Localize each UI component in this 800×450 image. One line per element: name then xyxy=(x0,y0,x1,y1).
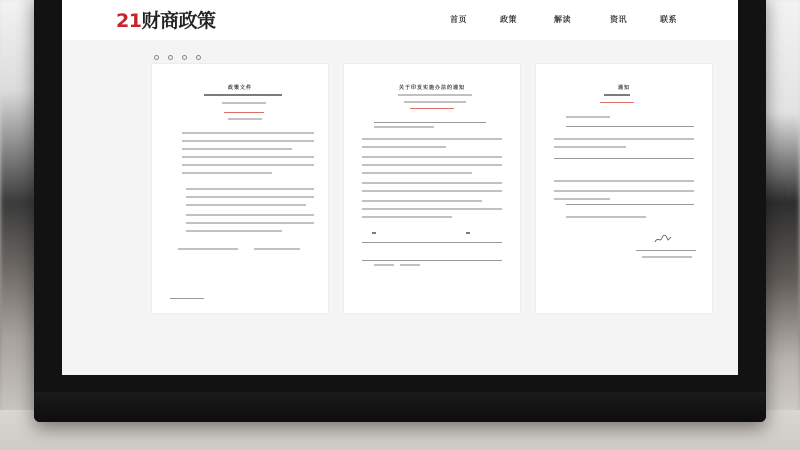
dot-icon[interactable] xyxy=(168,55,173,60)
nav-item-news[interactable]: 资讯 xyxy=(610,15,627,24)
document-title: 政策文件 xyxy=(227,85,252,91)
signature-icon xyxy=(654,234,672,244)
background-right xyxy=(760,0,800,450)
site-header xyxy=(62,0,738,40)
monitor-chin xyxy=(34,392,766,422)
logo-number: 21 xyxy=(116,10,142,32)
nav-item-policy[interactable]: 政策 xyxy=(500,15,517,24)
nav-item-home[interactable]: 首页 xyxy=(450,15,467,24)
document-title: 通知 xyxy=(617,85,630,91)
logo-text: 财商政策 xyxy=(141,10,216,32)
document-card[interactable] xyxy=(344,64,520,313)
document-card[interactable] xyxy=(152,64,328,313)
screen xyxy=(62,0,738,375)
monitor xyxy=(34,0,766,422)
dot-icon[interactable] xyxy=(182,55,187,60)
dot-icon[interactable] xyxy=(196,55,201,60)
document-title: 关于印发实施办法的通知 xyxy=(398,85,465,91)
dot-icon[interactable] xyxy=(154,55,159,60)
document-card[interactable] xyxy=(536,64,712,313)
main-nav xyxy=(62,14,738,28)
nav-item-contact[interactable]: 联系 xyxy=(660,15,677,24)
nav-item-interpretation[interactable]: 解读 xyxy=(554,15,571,24)
